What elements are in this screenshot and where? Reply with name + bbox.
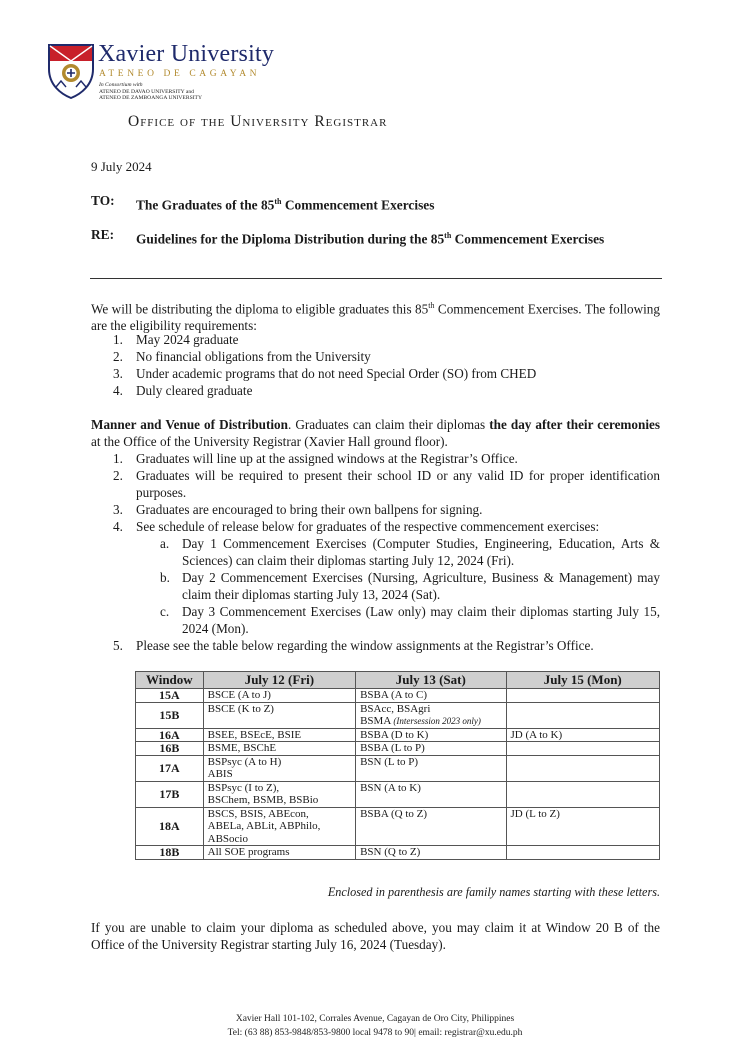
mon-cell — [506, 742, 659, 756]
list-num: 4. — [113, 519, 123, 534]
list-num: a. — [160, 536, 170, 551]
fri-cell — [203, 807, 355, 846]
window-cell: 17B — [136, 781, 204, 807]
to-sup: th — [274, 197, 282, 206]
list-num: b. — [160, 570, 170, 585]
cell-line: BSAcc, BSAgri — [360, 702, 431, 715]
window-cell: 15B — [136, 702, 204, 728]
sat-cell — [356, 728, 506, 742]
intro-sup: th — [428, 301, 435, 310]
mon-cell — [506, 689, 659, 703]
closing-paragraph: If you are unable to claim your diploma as scheduled above, you may claim it at Window 20 B of the Office of the University Registrar starting July 16, 2024 (Tuesday). — [91, 920, 660, 952]
sat-cell — [356, 846, 506, 860]
consortium-line-1: ATENEO DE DAVAO UNIVERSITY and — [99, 88, 194, 95]
office-title: Office of the University Registrar — [128, 113, 388, 130]
list-item — [91, 603, 660, 637]
list-num: c. — [160, 604, 170, 619]
cell-line: BSBA (A to C) — [360, 689, 428, 701]
list-text: Day 3 Commencement Exercises (Law only) may claim their diplomas starting July 15, 2024 (Mon). — [182, 604, 660, 636]
cell-line: BSCE (K to Z) — [207, 702, 274, 715]
fri-cell — [203, 728, 355, 742]
list-num: 2. — [113, 349, 123, 364]
list-item — [91, 450, 660, 467]
table-row — [136, 781, 660, 807]
cell-line: BSPsyc (I to Z), — [207, 781, 280, 794]
list-num: 4. — [113, 383, 123, 398]
mon-cell — [506, 846, 659, 860]
sat-cell — [356, 742, 506, 756]
header-july-12: July 12 (Fri) — [203, 672, 355, 689]
to-label: TO: — [91, 193, 115, 208]
fri-cell — [203, 702, 355, 728]
sat-cell — [356, 689, 506, 703]
intro-paragraph — [91, 297, 660, 334]
list-num: 1. — [113, 451, 123, 466]
table-row — [136, 755, 660, 781]
mon-cell — [506, 728, 659, 742]
steps-list — [91, 450, 660, 654]
re-text: Guidelines for the Diploma Distribution during the 85 — [136, 231, 445, 247]
university-subtitle: ATENEO DE CAGAYAN — [99, 69, 261, 79]
university-name: Xavier University — [98, 41, 275, 67]
cell-note: (Intersession 2023 only) — [393, 716, 481, 726]
list-text: See schedule of release below for graduates of the respective commencement exercises: — [136, 519, 600, 534]
cell-line: BSChem, BSMB, BSBio — [207, 794, 319, 806]
cell-line: BSPsyc (A to H) — [207, 755, 282, 768]
cell-text: BSMA — [360, 715, 391, 727]
list-text: Day 2 Commencement Exercises (Nursing, Agriculture, Business & Management) may claim their diplomas starting July 13, 2024 (Sat). — [182, 570, 660, 602]
sat-cell — [356, 781, 506, 807]
cell-line: BSEE, BSEcE, BSIE — [207, 728, 302, 741]
fri-cell — [203, 689, 355, 703]
table-note: Enclosed in parenthesis are family names starting with these letters. — [327, 885, 660, 899]
sat-cell — [356, 755, 506, 781]
cell-line: BSBA (Q to Z) — [360, 807, 428, 820]
table-header-row — [136, 672, 660, 689]
intro-text: We will be distributing the diploma to eligible graduates this 85 — [91, 301, 429, 317]
list-text: Please see the table below regarding the window assignments at the Registrar’s Office. — [136, 638, 594, 653]
fri-cell — [203, 781, 355, 807]
cell-line: BSCE (A to J) — [207, 689, 271, 701]
cell-line — [360, 715, 505, 728]
footer-contact: Tel: (63 88) 853-9848/853-9800 local 9478 to 90| email: registrar@xu.edu.ph — [227, 1028, 523, 1038]
cell-line: ABSocio — [207, 832, 248, 845]
re-value — [136, 227, 656, 247]
intro-text-end: Commencement Exercises. The following are the eligibility requirements: — [91, 301, 660, 334]
manner-bold: the day after their ceremonies — [489, 417, 660, 432]
window-schedule-table — [135, 671, 660, 860]
window-cell: 16A — [136, 728, 204, 742]
mon-cell — [506, 755, 659, 781]
list-item — [91, 365, 660, 382]
to-text: The Graduates of the 85 — [136, 197, 275, 213]
sat-cell — [356, 807, 506, 846]
consortium-line-2: ATENEO DE ZAMBOANGA UNIVERSITY — [99, 95, 203, 102]
list-item — [91, 348, 660, 365]
cell-line: BSBA (L to P) — [360, 742, 425, 754]
window-cell: 15A — [136, 689, 204, 703]
mon-cell — [506, 807, 659, 846]
re-label: RE: — [91, 227, 115, 242]
list-item — [91, 535, 660, 569]
header-divider — [90, 278, 662, 279]
mon-cell — [506, 702, 659, 728]
list-num: 3. — [113, 502, 123, 517]
cell-line: All SOE programs — [207, 846, 290, 858]
list-text: Under academic programs that do not need Special Order (SO) from CHED — [136, 366, 537, 381]
list-text: Graduates will be required to present their school ID or any valid ID for proper identification purposes. — [136, 468, 660, 500]
list-item — [91, 637, 660, 654]
header-window: Window — [136, 672, 204, 689]
table-row — [136, 689, 660, 703]
window-cell: 16B — [136, 742, 204, 756]
letter-date: 9 July 2024 — [91, 159, 152, 174]
table-row — [136, 807, 660, 846]
university-crest-icon — [47, 43, 95, 99]
list-num: 2. — [113, 468, 123, 483]
schedule-sublist — [136, 535, 660, 637]
list-text: Graduates are encouraged to bring their own ballpens for signing. — [136, 502, 483, 517]
fri-cell — [203, 755, 355, 781]
manner-heading: Manner and Venue of Distribution — [91, 417, 288, 432]
to-text-end: Commencement Exercises — [281, 197, 435, 213]
list-item — [91, 467, 660, 501]
list-num: 3. — [113, 366, 123, 381]
cell-line: BSBA (D to K) — [360, 728, 429, 741]
list-text: Graduates will line up at the assigned windows at the Registrar’s Office. — [136, 451, 518, 466]
cell-line: BSCS, BSIS, ABEcon, — [207, 807, 309, 820]
re-sup: th — [444, 231, 452, 240]
cell-line: BSN (L to P) — [360, 755, 419, 768]
manner-text-1: . Graduates can claim their diplomas — [288, 417, 490, 432]
fri-cell — [203, 846, 355, 860]
re-text-end: Commencement Exercises — [451, 231, 605, 247]
header-july-13: July 13 (Sat) — [356, 672, 506, 689]
cell-line: BSN (A to K) — [360, 781, 421, 794]
table-row — [136, 846, 660, 860]
list-num: 5. — [113, 638, 123, 653]
window-cell: 18B — [136, 846, 204, 860]
header-july-15: July 15 (Mon) — [506, 672, 659, 689]
manner-text-2: at the Office of the University Registrar (Xavier Hall ground floor). — [91, 434, 448, 449]
manner-paragraph — [91, 416, 660, 450]
table-row — [136, 728, 660, 742]
consortium-label: In Consortium with — [99, 82, 143, 88]
window-cell: 17A — [136, 755, 204, 781]
window-cell: 18A — [136, 807, 204, 846]
footer-address: Xavier Hall 101-102, Corrales Avenue, Cagayan de Oro City, Philippines — [235, 1014, 515, 1024]
footer — [0, 1012, 750, 1040]
fri-cell — [203, 742, 355, 756]
cell-line: ABELa, ABLit, ABPhilo, — [207, 820, 321, 832]
to-value — [136, 193, 656, 213]
consortium-block — [99, 82, 202, 102]
list-text: No financial obligations from the University — [136, 349, 371, 364]
cell-line: JD (L to Z) — [510, 807, 560, 820]
sat-cell — [356, 702, 506, 728]
list-item — [91, 518, 660, 637]
list-item — [91, 382, 660, 399]
list-text: May 2024 graduate — [136, 332, 239, 347]
cell-line: JD (A to K) — [510, 728, 563, 741]
list-text: Day 1 Commencement Exercises (Computer Studies, Engineering, Education, Arts & Sciences) can claim their diplomas starting July 12, 2024 (Fri). — [182, 536, 660, 568]
cell-line: ABIS — [207, 768, 233, 780]
eligibility-list — [91, 331, 660, 399]
list-item — [91, 501, 660, 518]
cell-line: BSME, BSChE — [207, 742, 277, 754]
list-text: Duly cleared graduate — [136, 383, 253, 398]
list-item — [91, 569, 660, 603]
cell-line: BSN (Q to Z) — [360, 846, 421, 858]
list-num: 1. — [113, 332, 123, 347]
mon-cell — [506, 781, 659, 807]
table-row — [136, 742, 660, 756]
table-row — [136, 702, 660, 728]
list-item — [91, 331, 660, 348]
